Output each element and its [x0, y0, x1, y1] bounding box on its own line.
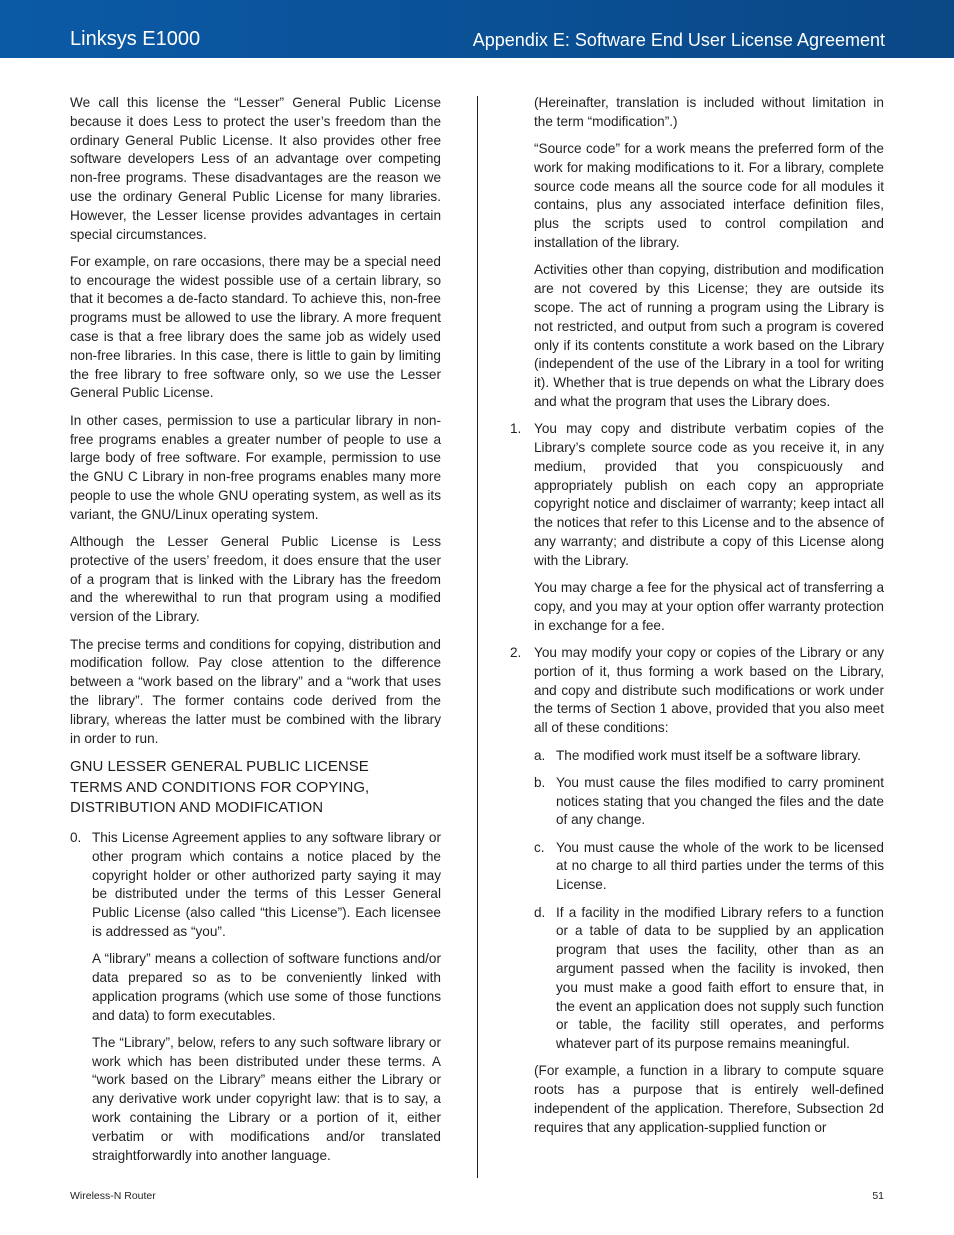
paragraph: You must cause the whole of the work to be licensed at no charge to all third parties under the terms of this License. — [556, 839, 884, 893]
paragraph: Activities other than copying, distribution and modification are not covered by this License; they are outside its scope. The act of running a program using the Library is not restricted, and output from such a program is covered only if its contents constitute a work based on the Library (independent of the use of the Library in a tool for writing it). Whether that is true depends on what the Library does and what the program that uses the Library does. — [534, 262, 884, 409]
list-item-1 — [510, 420, 884, 635]
sub-item-b — [534, 774, 884, 830]
paragraph: We call this license the “Lesser” General Public License because it does Less to protect the user’s freedom than the ordinary General Public License. It also provides other free software developers Less of an advantage over competing non-free programs. These disadvantages are the reason we use the ordinary General Public License for many libraries. However, the Lesser license provides advantages in certain special circumstances. — [70, 95, 441, 242]
product-title: Linksys E1000 — [70, 28, 201, 50]
column-divider — [477, 96, 478, 1178]
sub-item-d — [534, 904, 884, 1054]
paragraph: “Source code” for a work means the preferred form of the work for making modifications to it. For a library, complete source code means all the source code for all modules it contains, plus any associated interface definition files, plus the scripts used to control compilation and installation of the library. — [534, 141, 884, 251]
paragraph: If a facility in the modified Library refers to a function or a table of data to be supplied by an application program that uses the facility, other than as an argument passed when the facility is invoked, then you must make a good faith effort to ensure that, in the event an application does not supply such function or table, the facility still operates, and performs whatever part of its purpose remains meaningful. — [556, 904, 884, 1052]
sub-item-letter: a. — [534, 747, 546, 763]
page-number: 51 — [872, 1190, 884, 1202]
sub-item-letter: c. — [534, 839, 545, 855]
page-header — [0, 0, 954, 58]
section-title: Appendix E: Software End User License Agreement — [472, 30, 885, 50]
paragraph: You may copy and distribute verbatim copies of the Library’s complete source code as you receive it, in any medium, provided that you conspicuously and appropriately publish on each copy an appropriate copyright notice and disclaimer of warranty; keep intact all the notices that refer to this License and to the absence of any warranty; and distribute a copy of this License along with the Library. — [534, 421, 884, 568]
paragraph: For example, on rare occasions, there may be a special need to encourage the widest possible use of a certain library, so that it becomes a de-facto standard. To achieve this, non-free programs must be allowed to use the library. A more frequent case is that a free library does the same job as widely used non-free libraries. In this case, there is little to gain by limiting the free library to free software only, so we use the Lesser General Public License. — [70, 253, 441, 401]
paragraph: The “Library”, below, refers to any such software library or work which has been distributed under these terms. A “work based on the Library” means either the Library or any derivative work under copyright law: that is to say, a work containing the Library or a portion of it, either verbatim or with modifications and/or translated straightforwardly into another language. — [92, 1034, 441, 1163]
sub-item-letter: b. — [534, 774, 546, 790]
paragraph: (Hereinafter, translation is included without limitation in the term “modification”.) — [534, 95, 884, 129]
sub-item-letter: d. — [534, 904, 546, 920]
paragraph: A “library” means a collection of software functions and/or data prepared so as to be conveniently linked with application programs (which use some of those functions and data) to form executables. — [92, 951, 441, 1023]
left-column — [70, 94, 441, 1174]
paragraph: In other cases, permission to use a particular library in non-free programs enables a greater number of people to use a large body of free software. For example, permission to use the GNU C Library in non-free programs enables many more people to use the whole GNU operating system, as well as its variant, the GNU/Linux operating system. — [70, 412, 441, 522]
sub-item-c — [534, 839, 884, 895]
list-number: 0. — [70, 829, 82, 845]
paragraph: The precise terms and conditions for copying, distribution and modification follow. Pay close attention to the difference between a “work based on the library” and a “work that uses the library”. The former contains code derived from the library, whereas the latter must be combined with the library in order to run. — [70, 636, 441, 746]
paragraph: Although the Lesser General Public License is Less protective of the users’ freedom, it does ensure that the user of a program that is linked with the Library has the freedom and the wherewithal to run that program using a modified version of the Library. — [70, 534, 441, 625]
paragraph: (For example, a function in a library to compute square roots has a purpose that is entirely well-defined independent of the application. Therefore, Subsection 2d requires that any application-supplied function or — [534, 1063, 884, 1135]
list-number: 2. — [510, 645, 522, 661]
paragraph: You may modify your copy or copies of the Library or any portion of it, thus forming a work based on the Library, and copy and distribute such modifications or work under the terms of Section 1 above, provided that you also meet all of these conditions: — [534, 645, 884, 736]
list-number: 1. — [510, 421, 522, 437]
right-column — [510, 94, 884, 1146]
paragraph: The modified work must itself be a software library. — [556, 747, 861, 763]
paragraph: This License Agreement applies to any software library or other program which contains a notice placed by the copyright holder or other authorized party saying it may be distributed under the terms of this Lesser General Public License (also called “this License”). Each licensee is addressed as “you”. — [92, 829, 441, 939]
paragraph: You may charge a fee for the physical act of transferring a copy, and you may at your option offer warranty protection in exchange for a fee. — [534, 580, 884, 633]
list-item-0 — [70, 829, 441, 1166]
sub-item-a — [534, 747, 884, 766]
paragraph: You must cause the files modified to carry prominent notices stating that you changed the files and the date of any change. — [556, 774, 884, 828]
footer-product: Wireless-N Router — [70, 1190, 156, 1202]
list-item-2 — [510, 644, 884, 1138]
heading-line: DISTRIBUTION AND MODIFICATION — [70, 799, 324, 817]
heading-line: TERMS AND CONDITIONS FOR COPYING, — [70, 778, 370, 796]
heading-line: GNU LESSER GENERAL PUBLIC LICENSE — [70, 757, 369, 775]
terms-heading — [70, 757, 441, 819]
